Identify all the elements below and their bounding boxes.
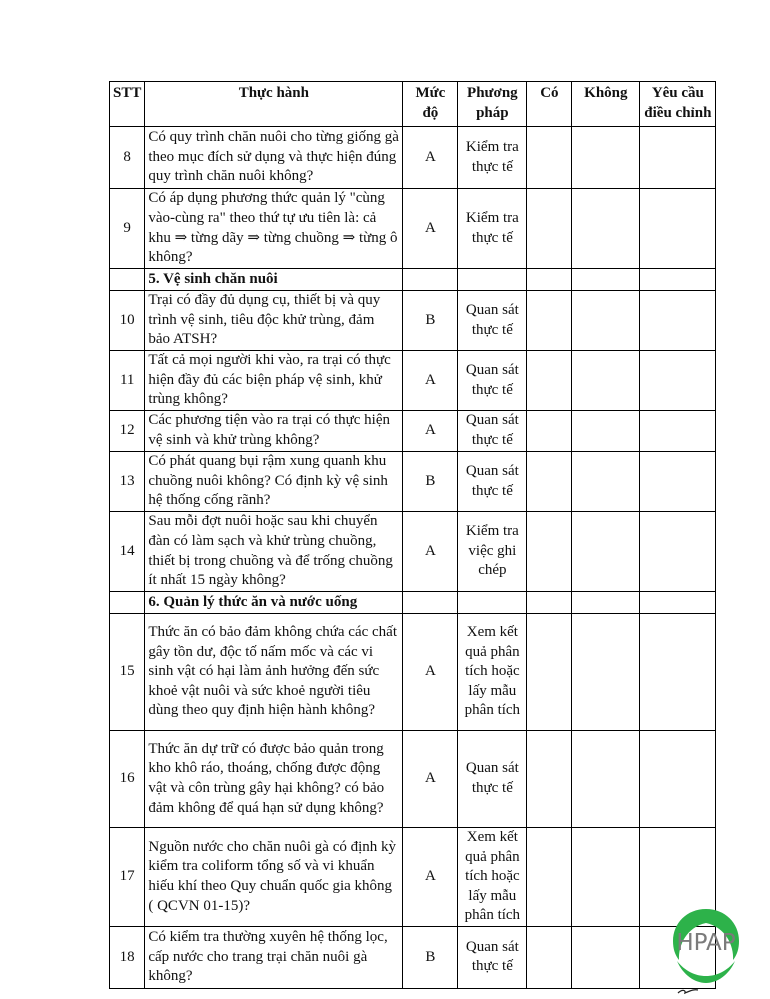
no-cell[interactable] [572, 189, 640, 269]
no-cell[interactable] [572, 452, 640, 512]
row-level: B [403, 926, 458, 988]
row-practice: Thức ăn dự trữ có được bảo quản trong kho khô ráo, thoáng, chống được động vật và côn trùng gây hại không? có bảo đảm không để quá hạn sử dụng không? [145, 731, 403, 828]
no-cell[interactable] [572, 614, 640, 731]
row-stt: 9 [110, 189, 145, 269]
row-practice: Thức ăn có bảo đảm không chứa các chất gây tồn dư, độc tố nấm mốc và các vi sinh vật có hại làm ảnh hưởng đến sức khoẻ vật nuôi và sức khoẻ người tiêu dùng theo quy định hiện hành không? [145, 614, 403, 731]
table-row [110, 291, 716, 351]
section-title: 6. Quản lý thức ăn và nước uống [145, 592, 403, 614]
no-cell[interactable] [572, 828, 640, 927]
adjustment-cell[interactable] [640, 351, 716, 411]
yes-cell[interactable] [527, 731, 572, 828]
no-cell[interactable] [572, 926, 640, 988]
table-row [110, 828, 716, 927]
table-row [110, 452, 716, 512]
row-method: Quan sát thực tế [458, 926, 527, 988]
row-method: Quan sát thực tế [458, 452, 527, 512]
row-level: A [403, 614, 458, 731]
no-cell[interactable] [572, 127, 640, 189]
row-stt: 8 [110, 127, 145, 189]
row-method: Xem kết quả phân tích hoặc lấy mẫu phân tích [458, 828, 527, 927]
yes-cell[interactable] [527, 512, 572, 592]
row-stt: 18 [110, 926, 145, 988]
header-row [110, 82, 716, 127]
section-stt-cell [110, 592, 145, 614]
yes-cell[interactable] [527, 127, 572, 189]
row-method: Kiểm tra việc ghi chép [458, 512, 527, 592]
section-title: 5. Vệ sinh chăn nuôi [145, 269, 403, 291]
row-level: A [403, 411, 458, 452]
row-method: Quan sát thực tế [458, 731, 527, 828]
row-stt: 14 [110, 512, 145, 592]
row-method: Xem kết quả phân tích hoặc lấy mẫu phân tích [458, 614, 527, 731]
table-row [110, 614, 716, 731]
row-stt: 10 [110, 291, 145, 351]
adjustment-cell[interactable] [640, 452, 716, 512]
adjustment-cell[interactable] [640, 291, 716, 351]
header-stt: STT [110, 82, 145, 127]
yes-cell[interactable] [527, 614, 572, 731]
yes-cell[interactable] [527, 828, 572, 927]
logo-text: HPAP [676, 930, 736, 956]
adjustment-cell[interactable] [640, 189, 716, 269]
section-stt-cell [110, 269, 145, 291]
yes-cell[interactable] [527, 189, 572, 269]
row-stt: 17 [110, 828, 145, 927]
row-practice: Trại có đầy đủ dụng cụ, thiết bị và quy trình vệ sinh, tiêu độc khử trùng, đảm bảo ATSH? [145, 291, 403, 351]
table-row [110, 411, 716, 452]
row-method: Quan sát thực tế [458, 411, 527, 452]
no-cell[interactable] [572, 291, 640, 351]
adjustment-cell[interactable] [640, 512, 716, 592]
row-level: A [403, 127, 458, 189]
header-no: Không [572, 82, 640, 127]
header-method: Phương pháp [458, 82, 527, 127]
checklist-table [109, 81, 716, 989]
row-stt: 16 [110, 731, 145, 828]
yes-cell[interactable] [527, 926, 572, 988]
row-level: A [403, 351, 458, 411]
row-level: A [403, 512, 458, 592]
table-row [110, 512, 716, 592]
adjustment-cell[interactable] [640, 614, 716, 731]
row-level: A [403, 189, 458, 269]
row-stt: 11 [110, 351, 145, 411]
yes-cell[interactable] [527, 291, 572, 351]
row-stt: 15 [110, 614, 145, 731]
row-level: B [403, 291, 458, 351]
row-practice: Các phương tiện vào ra trại có thực hiện vệ sinh và khử trùng không? [145, 411, 403, 452]
yes-cell[interactable] [527, 452, 572, 512]
row-practice: Có kiểm tra thường xuyên hệ thống lọc, cấp nước cho trang trại chăn nuôi gà không? [145, 926, 403, 988]
adjustment-cell[interactable] [640, 731, 716, 828]
no-cell[interactable] [572, 411, 640, 452]
yes-cell[interactable] [527, 351, 572, 411]
yes-cell[interactable] [527, 411, 572, 452]
no-cell[interactable] [572, 351, 640, 411]
table-row [110, 189, 716, 269]
row-practice: Nguồn nước cho chăn nuôi gà có định kỳ kiểm tra coliform tổng số và vi khuẩn hiếu khí theo Quy chuẩn quốc gia không ( QCVN 01-15)? [145, 828, 403, 927]
row-method: Quan sát thực tế [458, 291, 527, 351]
row-practice: Có áp dụng phương thức quản lý "cùng vào-cùng ra" theo thứ tự ưu tiên là: cả khu ⇒ từng dãy ⇒ từng chuồng ⇒ từng ô không? [145, 189, 403, 269]
section-row [110, 592, 716, 614]
row-stt: 13 [110, 452, 145, 512]
row-stt: 12 [110, 411, 145, 452]
row-practice: Tất cả mọi người khi vào, ra trại có thực hiện đầy đủ các biện pháp vệ sinh, khử trùng không? [145, 351, 403, 411]
table-row [110, 731, 716, 828]
header-practice: Thực hành [145, 82, 403, 127]
row-level: A [403, 731, 458, 828]
row-practice: Sau mỗi đợt nuôi hoặc sau khi chuyển đàn có làm sạch và khử trùng chuồng, thiết bị trong chuồng và để trống chuồng ít nhất 15 ngày không? [145, 512, 403, 592]
row-method: Kiểm tra thực tế [458, 189, 527, 269]
pen-mark-icon [676, 986, 700, 996]
no-cell[interactable] [572, 512, 640, 592]
row-method: Quan sát thực tế [458, 351, 527, 411]
no-cell[interactable] [572, 731, 640, 828]
row-practice: Có quy trình chăn nuôi cho từng giống gà theo mục đích sử dụng và thực hiện đúng quy trình chăn nuôi không? [145, 127, 403, 189]
header-yes: Có [527, 82, 572, 127]
table-row [110, 926, 716, 988]
row-level: A [403, 828, 458, 927]
adjustment-cell[interactable] [640, 411, 716, 452]
table-row [110, 127, 716, 189]
hpap-logo [665, 905, 747, 987]
header-level: Mức độ [403, 82, 458, 127]
row-practice: Có phát quang bụi rậm xung quanh khu chuồng nuôi không? Có định kỳ vệ sinh hệ thống cống rãnh? [145, 452, 403, 512]
adjustment-cell[interactable] [640, 127, 716, 189]
table-row [110, 351, 716, 411]
section-row [110, 269, 716, 291]
header-adjustment: Yêu cầu điều chỉnh [640, 82, 716, 127]
row-method: Kiểm tra thực tế [458, 127, 527, 189]
row-level: B [403, 452, 458, 512]
